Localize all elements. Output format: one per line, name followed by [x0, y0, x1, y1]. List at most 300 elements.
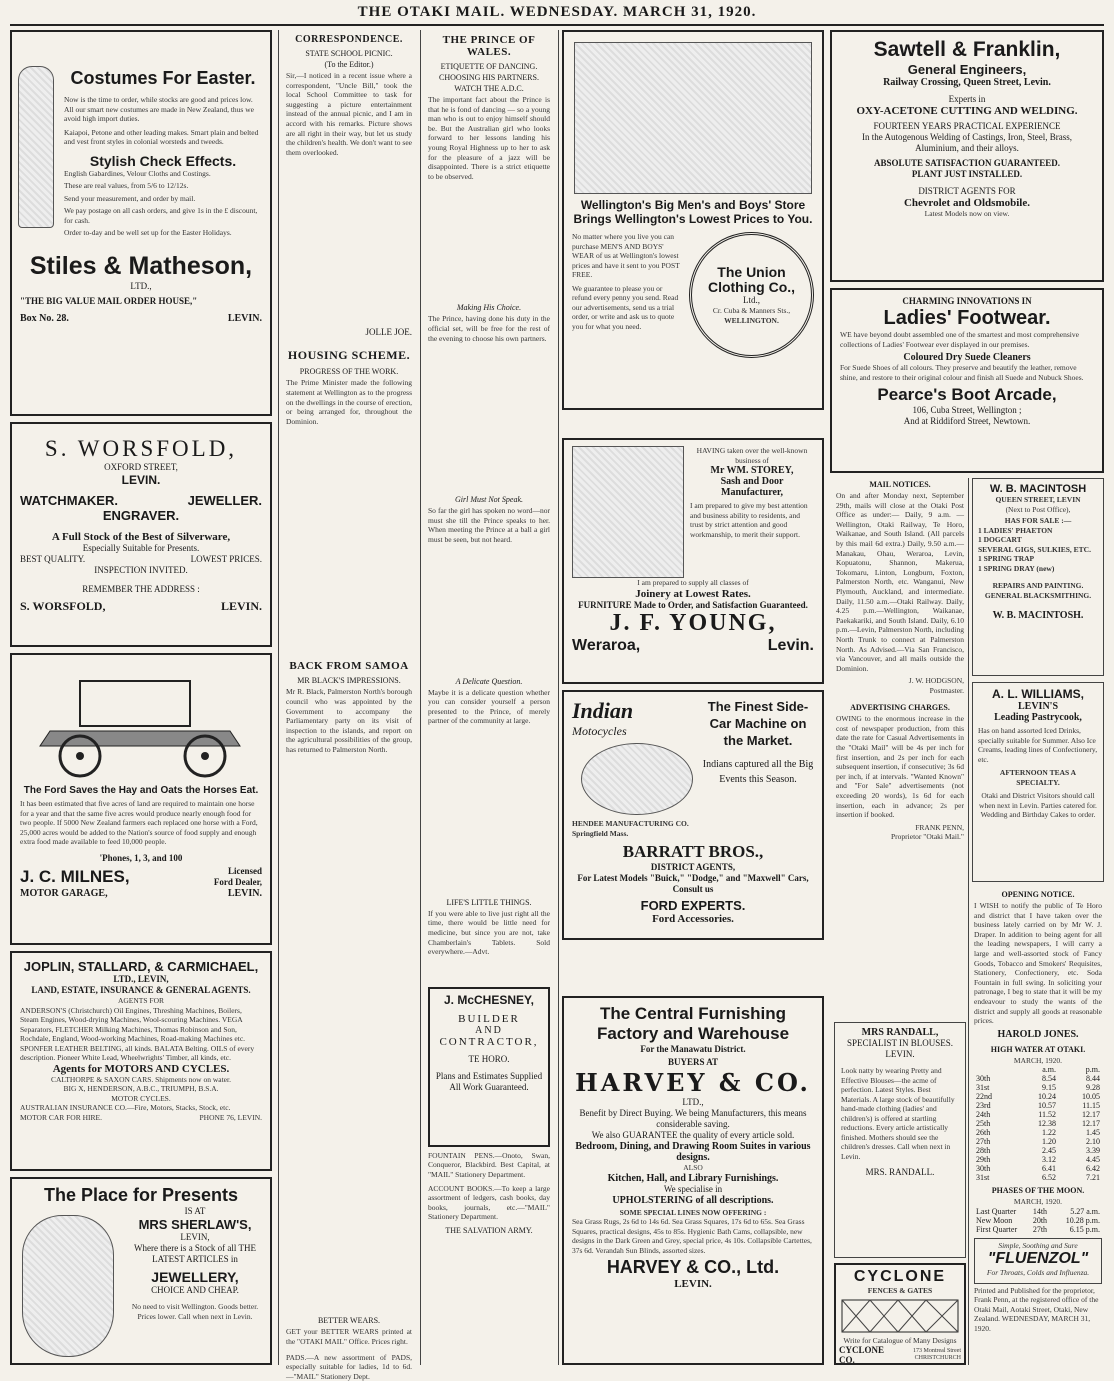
- prince-filler-2: [428, 343, 550, 493]
- moon-date: 20th: [1032, 1215, 1048, 1225]
- young-name: J. F. YOUNG,: [609, 609, 777, 636]
- mail-notices-sign: J. W. HODGSON,: [908, 676, 964, 686]
- worsfold-presents: Especially Suitable for Presents.: [82, 543, 200, 553]
- column-rule-3: [558, 30, 559, 1365]
- pearce-addr-2: And at Riddiford Street, Newtown.: [903, 416, 1031, 426]
- tide-row: [974, 1128, 1102, 1137]
- tide-day: 27th: [976, 1137, 991, 1147]
- macintosh-street: QUEEN STREET, LEVIN: [995, 495, 1081, 504]
- indian-brand-2: Motocycles: [572, 724, 627, 738]
- young-supply: I am prepared to supply all classes of: [637, 578, 749, 587]
- tide-row: [974, 1110, 1102, 1119]
- moon-date: 27th: [1032, 1224, 1048, 1234]
- joplin-insurance: AUSTRALIAN INSURANCE CO.—Fire, Motors, Stacks, Stock, etc.: [20, 1103, 231, 1112]
- sawtell-experts: Experts in: [948, 94, 986, 104]
- prince-etiquette: ETIQUETTE OF DANCING.: [440, 62, 538, 71]
- tide-am: 10.57: [1038, 1101, 1056, 1111]
- tide-pm-header: p.m.: [1085, 1065, 1100, 1075]
- moon-phase: First Quarter: [976, 1224, 1018, 1234]
- tide-pm: 6.42: [1086, 1164, 1100, 1174]
- williams-town: LEVIN'S: [1017, 701, 1058, 712]
- pearce-ad: [830, 288, 1104, 473]
- barratt-ford-experts: FORD EXPERTS.: [640, 898, 746, 913]
- indian-ad: [562, 690, 824, 940]
- tide-am: 1.20: [1042, 1137, 1056, 1147]
- tide-day: 25th: [976, 1119, 991, 1129]
- column-notices: [972, 888, 1104, 1365]
- furnishing-special: SOME SPECIAL LINES NOW OFFERING :: [619, 1207, 767, 1217]
- costumes-ad: [10, 30, 272, 416]
- costumes-easter: Order to-day and be well set up for the Easter Holidays.: [64, 228, 232, 237]
- union-seal-town: WELLINGTON.: [724, 315, 779, 325]
- presents-need: No need to visit Wellington. Goods better. Prices lower. Call when next in Levin.: [131, 1302, 259, 1321]
- fluenzol-name: "FLUENZOL": [987, 1250, 1089, 1268]
- checks-title: Stylish Check Effects.: [89, 152, 237, 169]
- costumes-order: Send your measurement, and order by mail.: [64, 193, 196, 203]
- worsfold-street: OXFORD STREET,: [104, 462, 178, 472]
- moon-date: 14th: [1032, 1206, 1048, 1216]
- presents-town: LEVIN,: [180, 1232, 210, 1242]
- milnes-garage: MOTOR GARAGE,: [20, 887, 108, 899]
- worsfold-ad: [10, 422, 272, 647]
- macintosh-general: GENERAL BLACKSMITHING.: [984, 590, 1092, 600]
- williams-trade: Leading Pastrycook,: [994, 712, 1082, 723]
- macintosh-repairs: REPAIRS AND PAINTING.: [992, 581, 1084, 590]
- randall-ad: [834, 1022, 966, 1258]
- housing-text: The Prime Minister made the following statement at Wellington as to the progress on the dwellings in the course of erection, or being arranged for, throughout the Dominion.: [286, 378, 412, 426]
- pearce-addr-1: 106, Cuba Street, Wellington ;: [912, 405, 1022, 415]
- sawtell-address: Railway Crossing, Queen Street, Levin.: [883, 77, 1051, 88]
- sawtell-welding: In the Autogenous Welding of Castings, Iron, Steel, Brass, Aluminium, and their alloys.: [861, 132, 1073, 153]
- costumes-prices: These are real values, from 5/6 to 12/12s.: [64, 181, 189, 190]
- fluenzol-top: Simple, Soothing and Sure: [998, 1240, 1078, 1250]
- pearce-title: Ladies' Footwear.: [883, 307, 1051, 329]
- furnishing-specialise: We specialise in: [663, 1183, 723, 1194]
- worsfold-watchmaker: WATCHMAKER.: [20, 493, 118, 508]
- indian-hendee: HENDEE MANUFACTURING CO. Springfield Mass.: [572, 819, 689, 838]
- moon-heading: PHASES OF THE MOON.: [991, 1186, 1085, 1196]
- sawtell-name: Sawtell & Franklin,: [873, 38, 1061, 61]
- pearce-suede: Coloured Dry Suede Cleaners: [903, 352, 1031, 363]
- tide-pm: 11.15: [1082, 1101, 1100, 1111]
- joplin-ad: [10, 951, 272, 1171]
- sawtell-cars: Chevrolet and Oldsmobile.: [903, 197, 1030, 209]
- presents-choice: CHOICE AND CHEAP.: [151, 1285, 239, 1295]
- joplin-calthorpe: CALTHORPE & SAXON CARS. Shipments now on water.: [51, 1074, 231, 1084]
- macintosh-item-5: 1 SPRING DRAY (new): [978, 563, 1055, 573]
- correspondence-heading: CORRESPONDENCE.: [295, 34, 403, 45]
- sawtell-agents: DISTRICT AGENTS FOR: [918, 186, 1016, 196]
- fluenzol-for: For Throats, Colds and Influenza.: [986, 1268, 1090, 1278]
- prince-choosing: CHOOSING HIS PARTNERS.: [439, 73, 539, 82]
- furnishing-also: ALSO: [683, 1163, 703, 1172]
- cyclone-write: Write for Catalogue of Many Designs: [843, 1335, 957, 1345]
- account-books-text: ACCOUNT BOOKS.—To keep a large assortment of ledgers, cash books, day books, journals, etc.—"MAIL" Stationery Department.: [428, 1183, 550, 1222]
- furnishing-upholstering: UPHOLSTERING of all descriptions.: [612, 1194, 774, 1206]
- making-choice-text: The Prince, having done his duty in the official set, will be free for the rest of the evening to choose his own partners.: [428, 314, 550, 343]
- tide-pm: 8.44: [1086, 1074, 1100, 1084]
- worsfold-stock: A Full Stock of the Best of Silverware,: [51, 531, 231, 543]
- tide-am: 6.41: [1042, 1164, 1056, 1174]
- picnic-letter-filler: [286, 157, 412, 327]
- worsfold-town: LEVIN.: [121, 473, 161, 487]
- tide-day: 24th: [976, 1110, 991, 1120]
- furnishing-buyers: BUYERS AT: [667, 1057, 719, 1067]
- cyclone-name: CYCLONE: [853, 1268, 947, 1285]
- pearce-suede-text: For Suede Shoes of all colours. They preserve and beautify the leather, remove shine, and restore to their original colour and finish all Suede and Nubuck Shoes.: [840, 363, 1084, 382]
- column-prince: [422, 30, 556, 1365]
- checks-text: English Gabardines, Velour Cloths and Costings.: [64, 168, 211, 178]
- furnishing-title-2: Factory and Warehouse: [596, 1024, 790, 1043]
- column-rule-2: [420, 30, 421, 1365]
- joplin-phone: PHONE 76, LEVIN.: [199, 1112, 262, 1122]
- fluenzol-ad: [974, 1238, 1102, 1284]
- williams-ad: [972, 682, 1104, 882]
- macintosh-sale: HAS FOR SALE :—: [1004, 516, 1072, 525]
- tide-month: MARCH, 1920.: [1013, 1055, 1063, 1065]
- furnishing-kitchen: Kitchen, Hall, and Library Furnishings.: [607, 1172, 779, 1184]
- presents-ad: [10, 1177, 272, 1365]
- tide-day: 30th: [976, 1074, 991, 1084]
- samoa-filler: [286, 754, 412, 1314]
- moon-phase: New Moon: [976, 1215, 1013, 1225]
- cyclone-company: CYCLONE CO.: [839, 1345, 885, 1365]
- masthead-rule: [10, 24, 1104, 26]
- stiles-town: LEVIN.: [227, 312, 262, 324]
- better-wears-heading: BETTER WEARS.: [317, 1316, 381, 1326]
- opening-text: I WISH to notify the public of Te Horo and district that I have taken over the business lately carried on by Mr W. J. Draper. In addition to being agent for all the leading newspapers, I will carry a large and well-assorted stock of Fancy Goods, Tobacco and Smokers' Requisites, Stationery, Confectionery, etc. Soda Fountain in full swing. In soliciting your patronage, I beg to state that it will be my endeavour to study the wants of the district and supply all goods at reasonable prices.: [974, 901, 1102, 1026]
- ford-ad: [10, 653, 272, 945]
- worsfold-name: S. WORSFOLD,: [44, 436, 238, 461]
- joplin-agents: AGENTS FOR: [117, 996, 165, 1005]
- column-rule-1: [278, 30, 279, 1365]
- tide-am: 9.15: [1042, 1083, 1056, 1093]
- macintosh-sign: W. B. MACINTOSH.: [992, 610, 1084, 621]
- prince-filler-3: [428, 545, 550, 675]
- pads-text: PADS.—A new assortment of PADS, especially suitable for ladies, 1d to 6d.—"MAIL" Stationery Dept.: [286, 1352, 412, 1381]
- tide-day: 26th: [976, 1128, 991, 1138]
- tide-am: 3.12: [1042, 1155, 1056, 1165]
- worsfold-quality: BEST QUALITY.: [20, 554, 86, 564]
- indian-head-illustration: [581, 743, 693, 815]
- joplin-motors: Agents for MOTORS AND CYCLES.: [52, 1062, 230, 1075]
- indian-captured: Indians captured all the Big Events this Season.: [702, 759, 814, 785]
- randall-text: Look natty by wearing Pretty and Effective Blouses—the acme of perfection. Latest Styles. Best Materials. A large stock of beautifully hand-made clothing (ladies' and children's) is offered at startling reductions. Every article artistically finished. Mothers should see the children's dresses. Call when next in Levin.: [841, 1066, 955, 1161]
- joplin-big: BIG X, HENDERSON, A.B.C., TRIUMPH, B.S.A.: [63, 1084, 219, 1093]
- better-wears-text: GET your BETTER WEARS printed at the "OTAKI MAIL" Office. Prices right.: [286, 1327, 412, 1347]
- costumes-fabrics: Kaiapoi, Petone and other leading makes. Smart plain and belted and vest front styles in colonial worsteds and tweeds.: [64, 127, 259, 146]
- tide-pm: 4.45: [1086, 1155, 1100, 1165]
- tide-am: 2.45: [1042, 1146, 1056, 1156]
- williams-teas: AFTERNOON TEAS A SPECIALTY.: [999, 768, 1077, 787]
- masthead: THE OTAKI MAIL. WEDNESDAY. MARCH 31, 1920.: [357, 4, 757, 20]
- furnishing-guarantee: We also GUARANTEE the quality of every article sold.: [591, 1130, 795, 1140]
- tide-heading: HIGH WATER AT OTAKI.: [990, 1044, 1086, 1054]
- macintosh-item-4: 1 SPRING TRAP: [978, 554, 1035, 563]
- life-text: If you were able to live just right all the time, there would be little need for medicine, but since you are not, take Chamberlain's Tablets. Sold everywhere.—Advt.: [428, 908, 550, 957]
- milnes-town: LEVIN.: [227, 887, 262, 899]
- williams-visitors: Otaki and District Visitors should call when next in Levin. Parties catered for. Wedding and Birthday Cakes to order.: [979, 791, 1097, 819]
- barratt-district: DISTRICT AGENTS,: [650, 862, 736, 872]
- pearce-charming: CHARMING INNOVATIONS IN: [902, 296, 1032, 306]
- tide-row: [974, 1173, 1102, 1182]
- fountain-pens-text: FOUNTAIN PENS.—Onoto, Swan, Conqueror, Blackbird. Best Capital, at "MAIL" Stationery Department.: [428, 1150, 550, 1180]
- mcchesney-contractor: CONTRACTOR,: [439, 1035, 539, 1048]
- advertising-role: Proprietor "Otaki Mail.": [891, 832, 964, 842]
- furniture-illustration: [572, 446, 684, 578]
- sawtell-years: FOURTEEN YEARS PRACTICAL EXPERIENCE: [873, 121, 1061, 131]
- worsfold-addr-town: LEVIN.: [220, 599, 262, 613]
- sawtell-models: Latest Models now on view.: [924, 209, 1010, 218]
- moon-time: 5.27 a.m.: [1070, 1206, 1100, 1216]
- moon-row: [974, 1207, 1102, 1216]
- tide-row: [974, 1164, 1102, 1173]
- worsfold-addr-name: S. WORSFOLD,: [20, 599, 106, 613]
- worsfold-jeweller: JEWELLER.: [187, 493, 262, 508]
- furnishing-ad: [562, 996, 824, 1365]
- heart-illustration: [22, 1215, 114, 1357]
- tide-am: 12.38: [1038, 1119, 1056, 1129]
- williams-text: Has on hand assorted Iced Drinks, specially suitable for Summer. Also Ice Creams, leading lines of Confectionery, etc.: [978, 726, 1098, 764]
- tide-pm: 9.28: [1086, 1083, 1100, 1093]
- tide-day: 30th: [976, 1164, 991, 1174]
- mcchesney-builder: BUILDER: [458, 1012, 520, 1025]
- fence-illustration: [840, 1298, 960, 1334]
- union-seal-name: The Union Clothing Co.,: [707, 264, 796, 295]
- to-editor: (To the Editor.): [324, 60, 374, 69]
- furnishing-benefit: Benefit by Direct Buying. We being Manufacturers, this means considerable saving.: [579, 1108, 807, 1129]
- presents-jewellery: JEWELLERY,: [151, 1269, 239, 1285]
- young-trade: Sash and Door Manufacturer,: [720, 476, 784, 498]
- barratt-ford-accessories: Ford Accessories.: [652, 913, 734, 925]
- mail-notices: [834, 478, 966, 918]
- ford-phone: 'Phones, 1, 3, and 100: [99, 852, 183, 863]
- tide-am-header: a.m.: [1042, 1065, 1056, 1075]
- cyclone-ad: [834, 1263, 966, 1365]
- moon-row: [974, 1216, 1102, 1225]
- furnishing-harvey: HARVEY & CO.: [575, 1068, 811, 1097]
- moon-time: 6.15 p.m.: [1069, 1224, 1100, 1234]
- moon-table: [974, 1207, 1102, 1234]
- tide-row: [974, 1101, 1102, 1110]
- joplin-name: JOPLIN, STALLARD, & CARMICHAEL,: [23, 959, 259, 974]
- young-joinery: Joinery at Lowest Rates.: [635, 587, 751, 600]
- pearce-text: WE have beyond doubt assembled one of the smartest and most comprehensive collections of Ladies' Footwear ever displayed in our premises.: [840, 330, 1079, 349]
- mcchesney-town: TE HORO.: [468, 1053, 510, 1064]
- worsfold-engraver: ENGRAVER.: [102, 508, 180, 523]
- prince-heading: THE PRINCE OF WALES.: [442, 34, 536, 58]
- samoa-subheading: MR BLACK'S IMPRESSIONS.: [297, 676, 401, 686]
- prince-filler-4: [428, 726, 550, 896]
- presents-name: MRS SHERLAW'S,: [138, 1217, 252, 1232]
- mcchesney-name: J. McCHESNEY,: [443, 992, 535, 1007]
- sawtell-satisfaction: ABSOLUTE SATISFACTION GUARANTEED.: [874, 158, 1060, 168]
- tide-day: 29th: [976, 1155, 991, 1165]
- opening-sign: HAROLD JONES.: [997, 1028, 1079, 1040]
- mcchesney-ad: [428, 987, 550, 1147]
- mcchesney-and: AND: [475, 1024, 503, 1036]
- young-furniture: FURNITURE Made to Order, and Satisfaction Guaranteed.: [578, 599, 808, 610]
- picnic-signature: JOLLE JOE.: [365, 327, 412, 338]
- furnishing-district: For the Manawatu District.: [640, 1044, 746, 1054]
- presents-where: Where there is a Stock of all THE LATEST ARTICLES in: [133, 1243, 257, 1264]
- union-clothing-ad: [562, 30, 824, 410]
- young-owner: Mr WM. STOREY,: [710, 465, 794, 476]
- macintosh-item-1: 1 LADIES' PHAETON: [978, 525, 1053, 535]
- tide-day: 31st: [976, 1083, 990, 1093]
- stiles-ltd: LTD.,: [130, 280, 152, 291]
- advertising-heading: ADVERTISING CHARGES.: [850, 703, 950, 713]
- mcchesney-guarantee: All Work Guaranteed.: [449, 1081, 529, 1092]
- tide-am: 11.52: [1038, 1110, 1056, 1120]
- macintosh-name: W. B. MACINTOSH: [989, 483, 1087, 495]
- young-weraroa: Weraroa,: [572, 636, 641, 654]
- union-text-1: No matter where you live you can purchase MEN'S AND BOYS' WEAR of us at Wellington's lowest prices and have it sent to you POST FREE.: [572, 232, 680, 279]
- costumes-title: Costumes For Easter.: [70, 68, 256, 88]
- tide-day: 22nd: [976, 1092, 992, 1102]
- making-choice-heading: Making His Choice.: [456, 303, 522, 313]
- delicate-heading: A Delicate Question.: [455, 676, 523, 686]
- union-text-2: We guarantee to please you or refund every penny you send. Read our advertisements, send us a trial order, or write and ask us to quote you for what you need.: [572, 283, 679, 331]
- ford-car-illustration: [20, 661, 264, 781]
- union-seal: [689, 232, 814, 358]
- delicate-text: Maybe it is a delicate question whether you can consider yourself a person presented to the Prince, of merely partner of the community at large.: [428, 687, 550, 726]
- tide-am: 8.54: [1042, 1074, 1056, 1084]
- furnishing-special-text: Sea Grass Rugs, 2s 6d to 14s 6d. Sea Grass Squares, 17s 6d to 65s. Sea Grass Squares, practical designs, 45s to 85s. Hygienic Bath Cams, collapsible, new designs in the Dark Green and Grey, special price, 4s 10s. Collapsible Cartettes, 37s 6d. Verandah Sun Blinds, assorted sizes.: [572, 1217, 812, 1255]
- cyclone-addr: 173 Montreal Street CHRISTCHURCH: [913, 1348, 961, 1361]
- tide-pm: 12.17: [1082, 1110, 1100, 1120]
- randall-town: LEVIN.: [885, 1049, 915, 1059]
- indian-finest: The Finest Side-Car Machine on the Market.: [707, 699, 809, 748]
- pearce-name: Pearce's Boot Arcade,: [877, 385, 1057, 404]
- worsfold-invite: INSPECTION INVITED.: [94, 565, 188, 575]
- advertising-text: OWING to the enormous increase in the cost of newspaper production, from this date the rate for Casual Advertisements in the "Otaki Mail" will be 4s per inch for first insertion, and 2s per inch for each subsequent insertion, if consecutive; 3s 6d per inch, if at intervals. "Wanted Known" and "For Sale" advertisements (not exceeding 20 words), 1s 6d for each insertion, each in advance; 2s per insertion if booked.: [836, 714, 964, 820]
- tide-pm: 3.39: [1086, 1146, 1100, 1156]
- samoa-text: Mr R. Black, Palmerston North's borough council who was appointed by the Government to accompany the Parliamentary party on its visit of inspection to the islands, and report on the agricultural possibilities of the group, has returned to Palmerston North.: [286, 687, 412, 754]
- milnes-dealer: Ford Dealer,: [213, 876, 262, 887]
- prince-filler-1: [428, 181, 550, 301]
- tide-am: 1.22: [1042, 1128, 1056, 1138]
- tide-row: [974, 1155, 1102, 1164]
- union-seal-addr: Cr. Cuba & Manners Sts.,: [712, 306, 791, 315]
- advertising-sign: FRANK PENN,: [915, 822, 964, 832]
- mail-notices-role: Postmaster.: [929, 685, 964, 695]
- moon-time: 10.28 p.m.: [1065, 1215, 1100, 1225]
- randall-name: MRS RANDALL,: [861, 1027, 939, 1038]
- stiles-box: Box No. 28.: [20, 312, 69, 324]
- imprint: Printed and Published for the proprietor, Frank Penn, at the registered office of the Otaki Mail, Aotaki Street, Otaki, New Zealand. WEDNESDAY, MARCH 31, 1920.: [974, 1285, 1099, 1333]
- barratt-models: For Latest Models "Buick," "Dodge," and "Maxwell" Cars, Consult us: [577, 873, 809, 894]
- housing-heading: HOUSING SCHEME.: [287, 348, 411, 363]
- young-intro: HAVING taken over the well-known business of: [696, 446, 808, 465]
- tide-row: [974, 1092, 1102, 1101]
- tide-pm: 12.17: [1082, 1119, 1100, 1129]
- housing-subheading: PROGRESS OF THE WORK.: [299, 367, 399, 377]
- union-seal-ltd: Ltd.,: [743, 295, 761, 305]
- joplin-trade: LAND, ESTATE, INSURANCE & GENERAL AGENTS.: [31, 985, 251, 995]
- girl-not-speak-heading: Girl Must Not Speak.: [455, 495, 523, 505]
- tide-row: [974, 1137, 1102, 1146]
- ford-text: It has been estimated that five acres of land are required to maintain one horse for a year and that the same five acres would produce nearly enough food for two people. If 5000 New Zealand farmers each replaced one horse with a Ford, 25,000 acres would be added to the Nation's source of food supply and enough extra food made available to feed 10,000 people.: [20, 799, 258, 846]
- tide-pm: 7.21: [1086, 1173, 1100, 1183]
- picnic-heading: STATE SCHOOL PICNIC.: [305, 49, 393, 58]
- joplin-ltd: LTD., LEVIN,: [113, 974, 169, 984]
- moon-row: [974, 1225, 1102, 1234]
- worsfold-remember: REMEMBER THE ADDRESS :: [82, 584, 200, 594]
- randall-sign: MRS. RANDALL.: [865, 1167, 935, 1177]
- randall-trade: SPECIALIST IN BLOUSES.: [846, 1038, 954, 1048]
- williams-name: A. L. WILLIAMS,: [992, 687, 1084, 701]
- tide-pm: 10.05: [1082, 1092, 1100, 1102]
- costumes-intro: Now is the time to order, while stocks are good and prices low. All our smart new costumes are made in New Zealand, thus we avoid high import duties.: [64, 95, 254, 123]
- housing-filler: [286, 426, 412, 656]
- indian-brand: Indian: [572, 698, 634, 723]
- tide-header-row: [974, 1065, 1102, 1074]
- macintosh-item-3: SEVERAL GIGS, SULKIES, ETC.: [978, 544, 1091, 554]
- sawtell-oxy: OXY-ACETONE CUTTING AND WELDING.: [856, 105, 1078, 117]
- tide-table: [974, 1065, 1102, 1182]
- column-rule-5: [968, 478, 969, 1365]
- union-store-illustration: [574, 42, 812, 194]
- stiles-matheson-name: Stiles & Matheson,: [29, 251, 253, 280]
- cyclone-sub: FENCES & GATES: [867, 1286, 933, 1295]
- tide-am: 10.24: [1038, 1092, 1056, 1102]
- tide-pm: 1.45: [1086, 1128, 1100, 1138]
- joplin-list: ANDERSON'S (Christchurch) Oil Engines, Threshing Machines, Boilers, Steam Engines, Wood-drying Machines, Wool-scouring Machines. VEGA Separators, FLETCHER Milking Machines, Thomas Robinson and Son, Rochdale, England, Wood-working Machines, Road-making Machines etc. SPONFER LEATHER BELTING, all kinds. BALATA Belting. OILS of every description. Pioneer White Lead, Wheelwrights' Timber, all kinds, etc.: [20, 1005, 255, 1062]
- sawtell-ad: [830, 30, 1104, 282]
- macintosh-ad: [972, 478, 1104, 676]
- moon-phase: Last Quarter: [976, 1206, 1017, 1216]
- young-prepared: I am prepared to give my best attention and business ability to residents, and trust by strict attention and good workmanship, to merit their support.: [690, 501, 808, 539]
- life-heading: LIFE'S LITTLE THINGS.: [446, 897, 532, 907]
- moon-month: MARCH, 1920.: [1013, 1197, 1063, 1207]
- salvation-heading: THE SALVATION ARMY.: [445, 1226, 533, 1235]
- tide-pm: 2.10: [1086, 1137, 1100, 1147]
- tide-day: 31st: [976, 1173, 990, 1183]
- costumes-postage: We pay postage on all cash orders, and give 1s in the £ discount, for cash.: [64, 206, 258, 225]
- young-levin: Levin.: [767, 636, 814, 654]
- tide-day: 23rd: [976, 1101, 991, 1111]
- sawtell-trade: General Engineers,: [907, 62, 1027, 77]
- young-ad: [562, 438, 824, 684]
- opening-heading: OPENING NOTICE.: [1001, 890, 1075, 899]
- presents-is-at: IS AT: [184, 1206, 206, 1216]
- tide-row: [974, 1083, 1102, 1092]
- macintosh-next: (Next to Post Office),: [1005, 504, 1071, 514]
- tide-day: 28th: [976, 1146, 991, 1156]
- furnishing-title-1: The Central Furnishing: [599, 1004, 787, 1023]
- mail-notices-heading: MAIL NOTICES.: [869, 480, 931, 489]
- sawtell-plant: PLANT JUST INSTALLED.: [911, 169, 1023, 179]
- joplin-hire: MOTOR CAR FOR HIRE.: [20, 1112, 102, 1122]
- prince-watch: WATCH THE A.D.C.: [454, 84, 524, 93]
- ford-headline: The Ford Saves the Hay and Oats the Horses Eat.: [23, 785, 259, 796]
- column-correspondence: [280, 30, 418, 1381]
- joplin-cycles: MOTOR CYCLES.: [111, 1093, 171, 1103]
- picnic-letter: Sir,—I noticed in a recent issue where a correspondent, "Uncle Bill," took the local School Committee to task for suggesting a picture entertainment instead of the annual picnic, and I am in accord with his remarks. Picture shows are all right in their way, but let us study the children's health. We don't want to see them overlooked.: [286, 71, 412, 157]
- prince-text: The important fact about the Prince is that he is fond of dancing — so a young man who is out to enjoy himself should be. But the Australian girl who looks forward to her lessons landing his young Royal Highness up to her to ask for the pleasure of a jazz will be disappointed. There is a strict etiquette to be observed.: [428, 95, 550, 181]
- presents-title: The Place for Presents: [43, 1185, 239, 1205]
- milnes-name: J. C. MILNES,: [20, 866, 130, 886]
- stiles-slogan: "THE BIG VALUE MAIL ORDER HOUSE,": [20, 295, 198, 306]
- furnishing-suites: Bedroom, Dining, and Drawing Room Suites in various designs.: [575, 1141, 811, 1163]
- tide-am: 6.52: [1042, 1173, 1056, 1183]
- worsfold-prices: LOWEST PRICES.: [190, 554, 262, 564]
- milnes-licensed: Licensed: [227, 865, 262, 876]
- macintosh-item-2: 1 DOGCART: [978, 535, 1022, 544]
- furnishing-ltd: LTD.,: [682, 1097, 704, 1107]
- furnishing-footer: HARVEY & CO., Ltd.: [606, 1257, 780, 1277]
